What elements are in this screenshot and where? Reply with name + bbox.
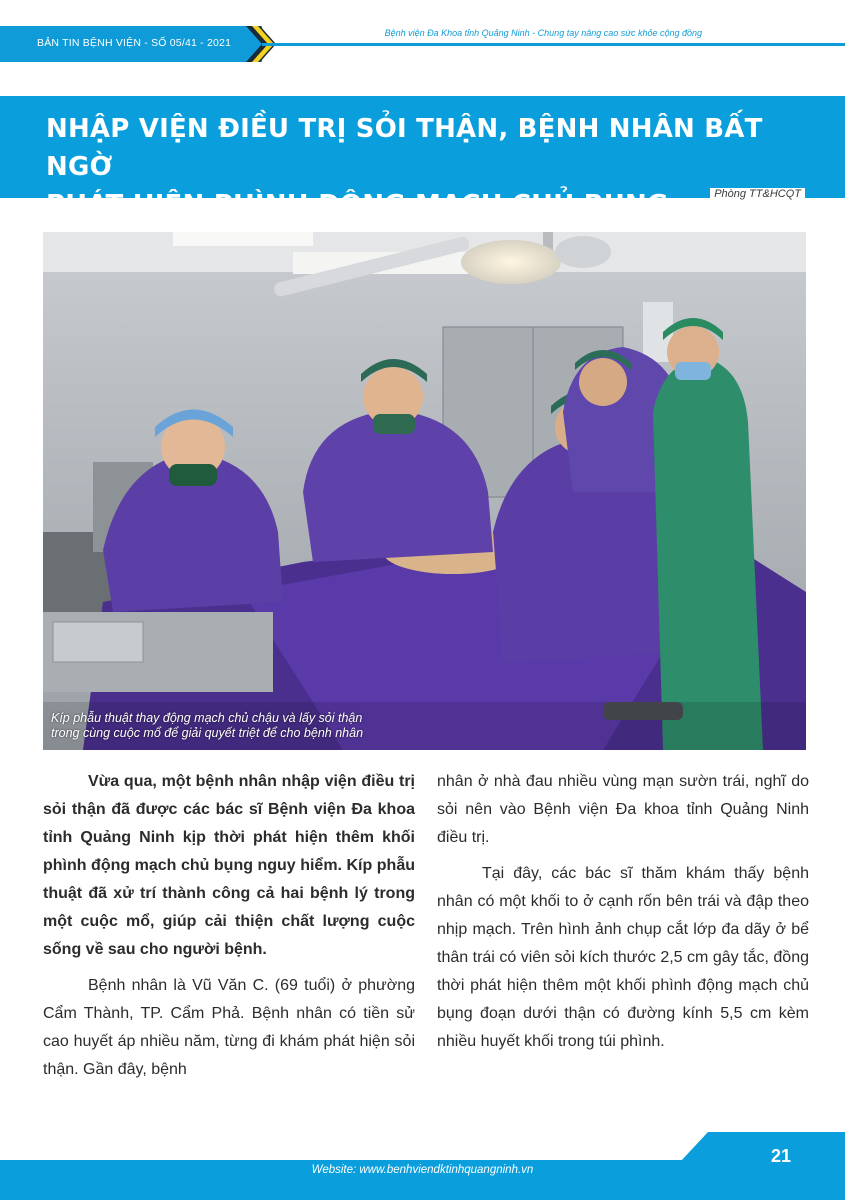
issue-tab — [0, 26, 262, 62]
article-lead: Vừa qua, một bệnh nhân nhập viện điều trị sỏi thận đã được các bác sĩ Bệnh viện Đa khoa tỉnh Quảng Ninh kịp thời phát hiện thêm khối phình động mạch chủ bụng nguy hiểm. Kíp phẫu thuật đã xử trí thành công cả hai bệnh lý trong một cuộc mổ, giúp cải thiện chất lượng cuộc sống về sau cho người bệnh. — [43, 773, 415, 958]
issue-label: BẢN TIN BỆNH VIỆN - SỐ 05/41 - 2021 — [37, 37, 232, 49]
title-line-2: PHÁT HIỆN PHÌNH ĐỘNG MẠCH CHỦ BỤNG — [46, 190, 669, 220]
footer-website[interactable]: Website: www.benhviendktinhquangninh.vn — [311, 1164, 534, 1176]
caption-line-1: Kíp phẫu thuật thay động mạch chủ chậu và lấy sỏi thận — [51, 711, 363, 725]
article-paragraph-continued: nhân ở nhà đau nhiều vùng mạn sườn trái, nghĩ do sỏi nên vào Bệnh viện Đa khoa tỉnh Quảng Ninh điều trị. — [437, 773, 809, 846]
article-column-left — [43, 768, 415, 1092]
caption-line-2: trong cùng cuộc mổ để giải quyết triệt để cho bệnh nhân — [51, 726, 364, 740]
article-title — [46, 110, 826, 224]
hospital-tagline: Bệnh viện Đa Khoa tỉnh Quảng Ninh - Chung tay nâng cao sức khỏe cộng đồng — [384, 28, 702, 38]
article-author: Phòng TT&HCQT — [710, 188, 805, 200]
title-band — [0, 96, 845, 220]
article-paragraph: Bệnh nhân là Vũ Văn C. (69 tuổi) ở phường Cẩm Thành, TP. Cẩm Phả. Bệnh nhân có tiền sử cao huyết áp nhiều năm, từng đi khám phát hiện sỏi thận. Gần đây, bệnh — [43, 977, 415, 1078]
header-rule — [262, 43, 845, 46]
page-number: 21 — [770, 1146, 791, 1166]
title-line-1: NHẬP VIỆN ĐIỀU TRỊ SỎI THẬN, BỆNH NHÂN BẤT NGỜ — [46, 114, 763, 182]
photo-caption — [51, 711, 363, 741]
article-column-right — [437, 768, 809, 1064]
surgery-photo — [43, 232, 806, 750]
surgery-photo-illustration — [43, 232, 806, 750]
article-paragraph: Tại đây, các bác sĩ thăm khám thấy bệnh nhân có một khối to ở cạnh rốn bên trái và đập theo nhịp mạch. Trên hình ảnh chụp cắt lớp đa dãy ở bể thân trái có viên sỏi kích thước 2,5 cm gây tắc, đồng thời phát hiện thêm một khối phình động mạch chủ bụng đoạn dưới thận có đường kính 5,5 cm kèm nhiều huyết khối trong túi phình. — [437, 865, 809, 1050]
footer-corner-shape — [680, 1132, 845, 1162]
